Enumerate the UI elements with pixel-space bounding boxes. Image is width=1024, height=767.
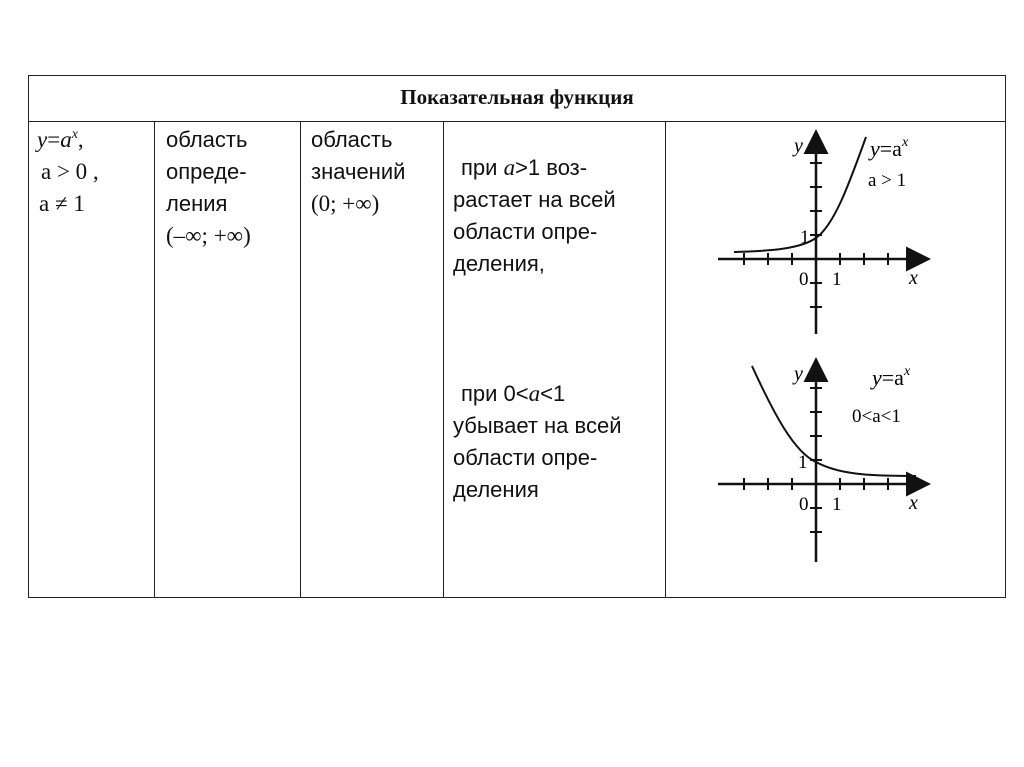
x-unit-label: 1	[832, 269, 842, 290]
range-interval: (0; +∞)	[311, 191, 380, 216]
domain-line: ления	[166, 191, 228, 216]
decreasing-line: области опре-	[453, 445, 598, 470]
x-axis-label: x	[909, 492, 918, 514]
y-axis-label: y	[794, 363, 803, 385]
decreasing-line: убывает на всей	[453, 413, 622, 438]
range-line: область	[311, 127, 393, 152]
graphs-panel	[666, 122, 1006, 597]
y-axis-label: y	[794, 135, 803, 157]
column-divider	[443, 122, 444, 597]
domain-line: область	[166, 127, 248, 152]
increasing-line: растает на всей	[453, 187, 616, 212]
increasing-line: области опре-	[453, 219, 598, 244]
table-title: Показательная функция	[29, 76, 1005, 122]
decreasing-line: деления	[453, 477, 539, 502]
decreasing-condition: при 0<a<1	[461, 381, 566, 406]
graph-equation: $y=a^x$	[870, 135, 909, 161]
increasing-text	[453, 152, 665, 280]
column-divider	[154, 122, 155, 597]
decreasing-text	[453, 378, 665, 506]
graph-increasing	[718, 134, 926, 334]
y-unit-label: 1	[798, 452, 808, 473]
function-table	[28, 75, 1006, 598]
condition-positive: a > 0 ,	[41, 159, 99, 184]
domain-cell	[166, 124, 296, 252]
x-unit-label: 1	[832, 494, 842, 515]
range-cell	[311, 124, 441, 220]
graph-decreasing	[718, 362, 926, 562]
origin-label: 0	[799, 269, 809, 290]
increasing-line: деления,	[453, 251, 545, 276]
domain-line: опреде-	[166, 159, 247, 184]
graph-equation: $y=a^x$	[872, 364, 911, 390]
increasing-condition: при a>1 воз-	[461, 155, 588, 180]
definition-cell	[37, 124, 149, 220]
graph-condition: 0<a<1	[852, 406, 901, 427]
column-divider	[300, 122, 301, 597]
graph-condition: a > 1	[868, 170, 907, 191]
condition-not-one: a ≠ 1	[39, 191, 85, 216]
domain-interval: (–∞; +∞)	[166, 223, 251, 248]
origin-label: 0	[799, 494, 809, 515]
x-axis-label: x	[909, 267, 918, 289]
range-line: значений	[311, 159, 406, 184]
function-formula: $y=a^x$,	[37, 127, 84, 152]
y-unit-label: 1	[800, 227, 810, 248]
